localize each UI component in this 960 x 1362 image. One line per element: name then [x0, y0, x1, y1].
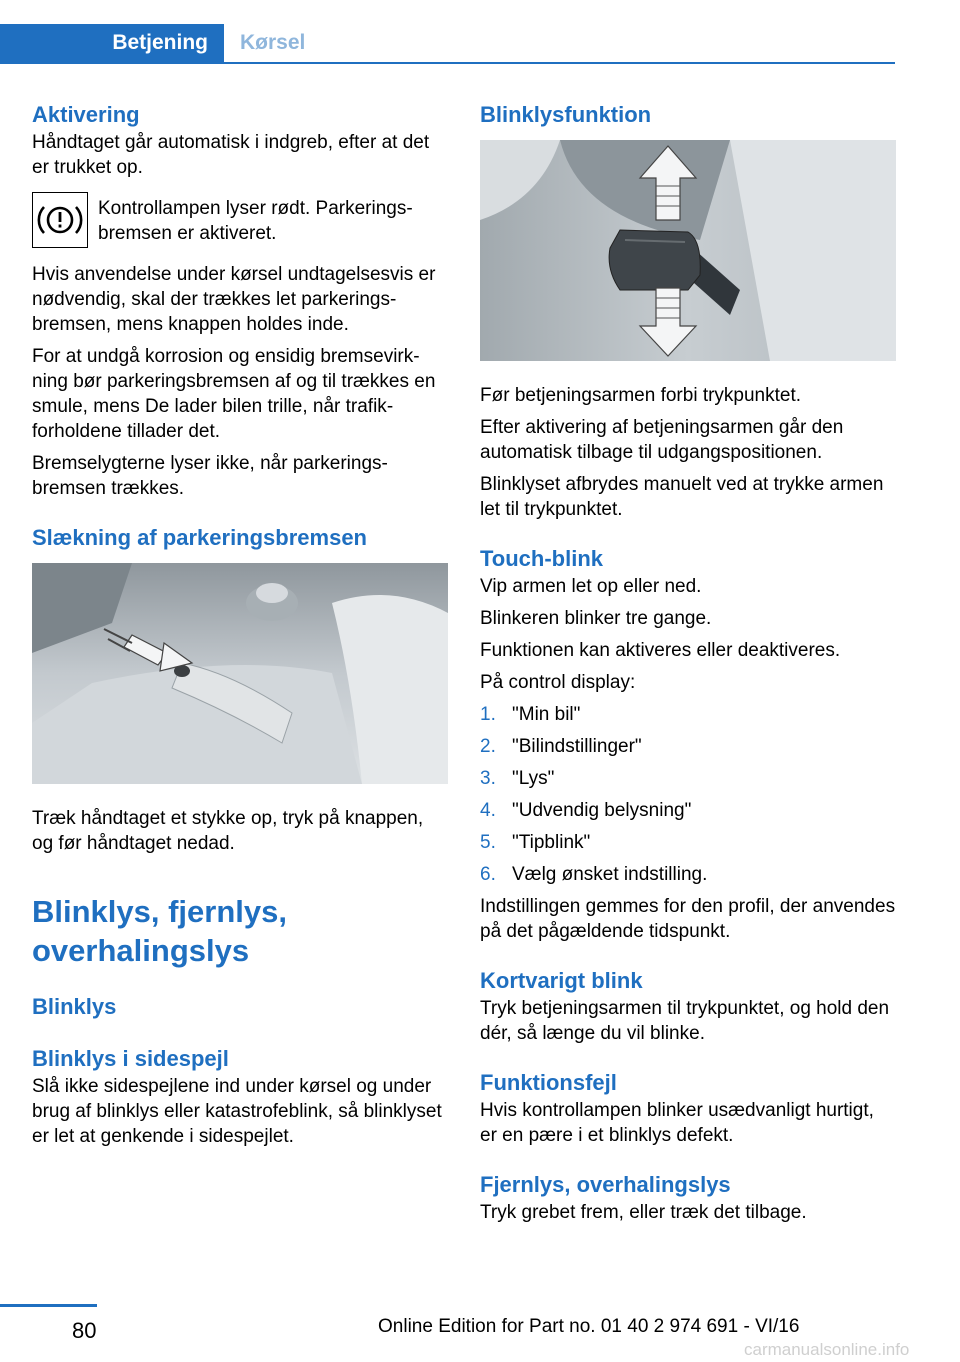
- list-item: 1. "Min bil": [480, 704, 581, 725]
- paragraph: Før betjeningsarmen forbi trykpunktet.: [480, 385, 802, 406]
- footer-accent-bar: [0, 1304, 97, 1307]
- heading-blinklysfunktion: Blinklysfunktion: [480, 102, 652, 127]
- page-number: 80: [72, 1318, 97, 1343]
- heading-touch-blink: Touch-blink: [480, 546, 604, 571]
- paragraph: Efter aktivering af betjeningsarmen går den automatisk tilbage til udgangspositionen.: [480, 417, 844, 463]
- paragraph: Bremselygterne lyser ikke, når parkeringsbremsen trækkes.: [32, 453, 388, 499]
- paragraph: Tryk betjeningsarmen til trykpunktet, og hold den dér, så længe du vil blinke.: [480, 998, 890, 1044]
- list-item: 5. "Tipblink": [480, 832, 591, 853]
- paragraph: Tryk grebet frem, eller træk det tilbage.: [480, 1202, 807, 1223]
- heading-slaekning: Slækning af parkeringsbremsen: [32, 525, 367, 550]
- parking-brake-photo: [32, 563, 448, 784]
- heading-aktivering: Aktivering: [32, 102, 140, 127]
- parking-brake-warning-icon: [32, 192, 88, 248]
- heading-funktionsfejl: Funktionsfejl: [480, 1070, 617, 1095]
- indicator-notice: [32, 192, 448, 248]
- paragraph: Funktionen kan aktiveres eller deaktiveres.: [480, 640, 841, 661]
- heading-fjernlys: Fjernlys, overhalingslys: [480, 1172, 731, 1197]
- list-item: 4. "Udvendig belysning": [480, 800, 692, 821]
- heading-blinklys: Blinklys: [32, 994, 117, 1019]
- heading-kortvarigt-blink: Kortvarigt blink: [480, 968, 643, 993]
- turn-signal-stalk-photo: [480, 140, 896, 361]
- slaekning-text: Træk håndtaget et stykke op, tryk på knappen, og før håndtaget nedad.: [32, 808, 424, 854]
- header-tabbar: [0, 24, 895, 64]
- list-item: 6. Vælg ønsket indstilling.: [480, 864, 708, 885]
- section-title: Blinklys, fjernlys, overhalingslys: [32, 894, 287, 968]
- list-item: 3. "Lys": [480, 768, 555, 789]
- tab-korsel[interactable]: Kørsel: [240, 31, 306, 54]
- heading-blinklys-sidespejl: Blinklys i sidespejl: [32, 1046, 229, 1071]
- paragraph: Hvis anvendelse under kørsel undtagelsesvis er nødvendig, skal der trækkes let parkeringsbremsen, mens knappen holdes inde.: [32, 264, 436, 335]
- paragraph: For at undgå korrosion og ensidig bremsevirkning bør parkeringsbremsen af og til trækkes en smule, mens De lader bilen trille, når trafikforholdene tillader det.: [32, 346, 436, 442]
- steps-note: Indstillingen gemmes for den profil, der anvendes på det pågældende tidspunkt.: [480, 896, 896, 942]
- left-column: [32, 100, 448, 1156]
- steps-list: [480, 702, 896, 887]
- watermark: carmanualsonline.info: [744, 1340, 910, 1359]
- paragraph: Blinkeren blinker tre gange.: [480, 608, 712, 629]
- paragraph: Vip armen let op eller ned.: [480, 576, 702, 597]
- right-column: [480, 100, 896, 1232]
- edition-text: Online Edition for Part no. 01 40 2 974 691 - VI/16: [378, 1316, 800, 1337]
- sidespejl-text: Slå ikke sidespejlene ind under kørsel og under brug af blinklys eller katastrofeblink, så blinklyset er let at genkende i sidespejlet.: [32, 1076, 442, 1147]
- paragraph: Blinklyset afbrydes manuelt ved at trykke armen let til trykpunktet.: [480, 474, 884, 520]
- aktivering-text: Håndtaget går automatisk i indgreb, efter at det er trukket op.: [32, 132, 430, 178]
- paragraph: På control display:: [480, 672, 636, 693]
- paragraph: Hvis kontrollampen blinker usædvanligt hurtigt, er en pære i et blinklys defekt.: [480, 1100, 874, 1146]
- list-item: 2. "Bilindstillinger": [480, 736, 642, 757]
- notice-text: Kontrollampen lyser rødt. Parkeringsbremsen er aktiveret.: [98, 198, 413, 244]
- tab-betjening[interactable]: Betjening: [0, 24, 224, 62]
